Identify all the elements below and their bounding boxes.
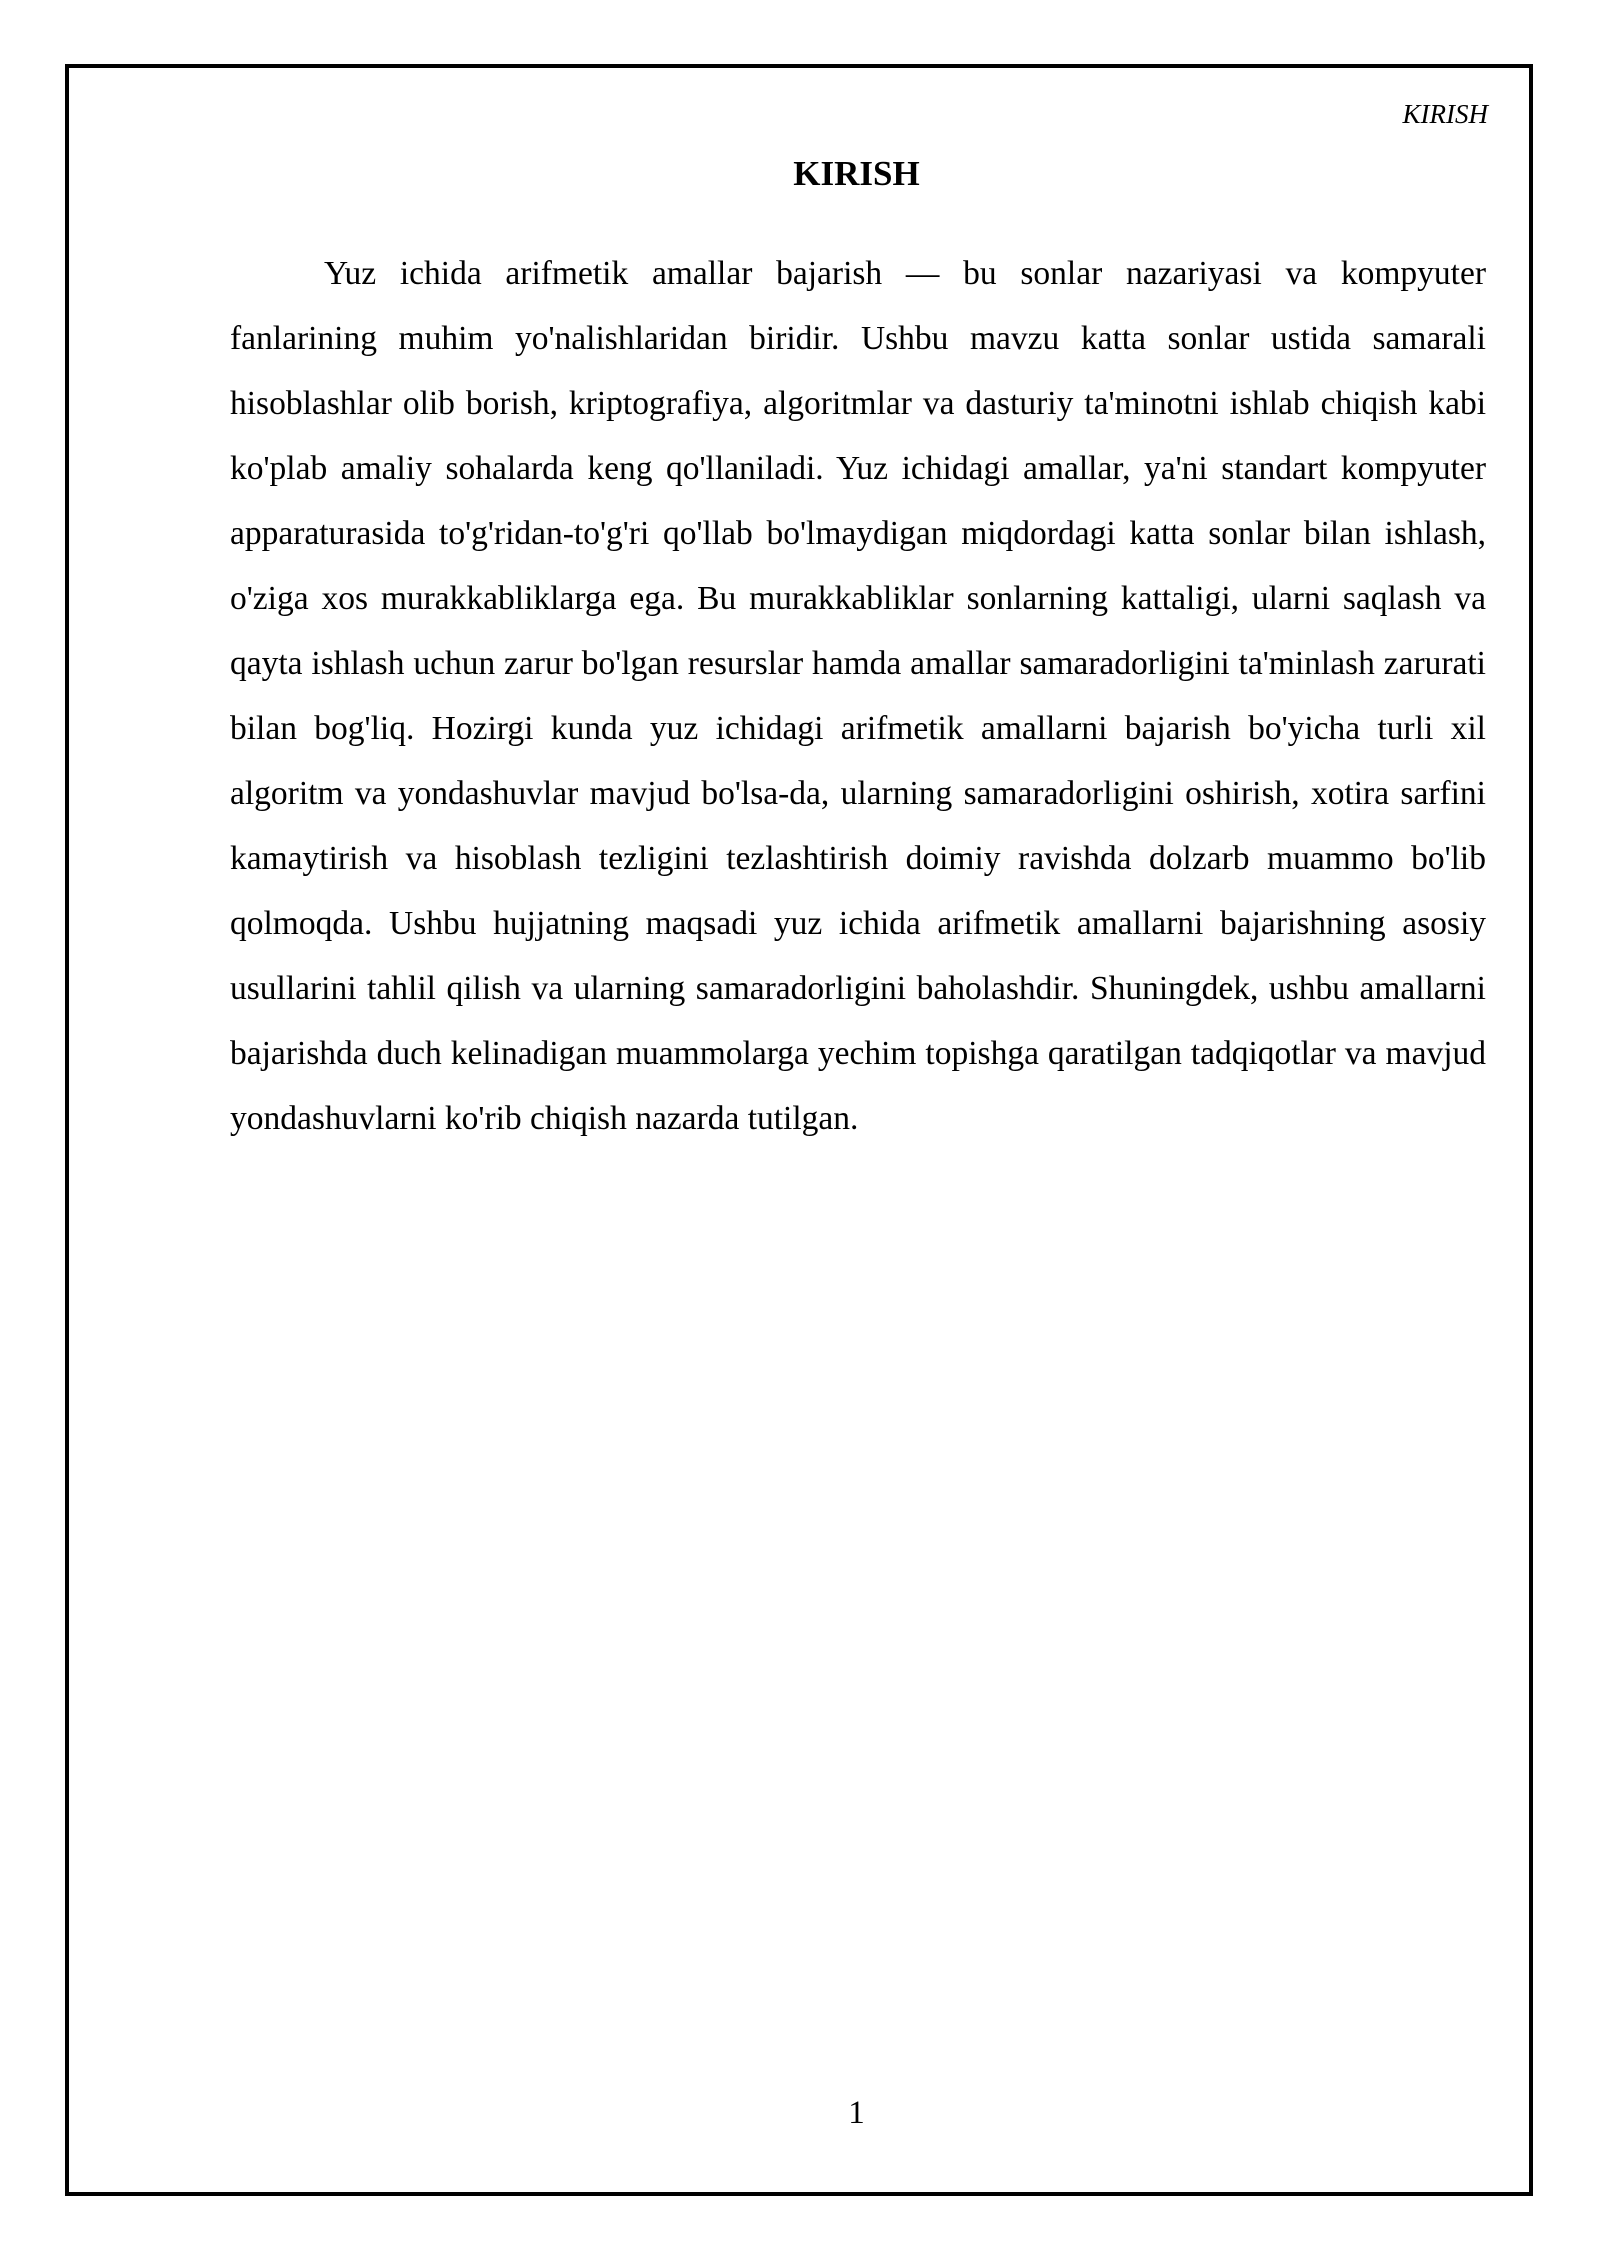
page-number: 1: [848, 2095, 865, 2131]
body-paragraph: Yuz ichida arifmetik amallar bajarish — bu sonlar nazariyasi va kompyuter fanlarining muhim yo'nalishlaridan biridir. Ushbu mavzu katta sonlar ustida samarali hisoblashlar olib borish, kriptografiya, algoritmlar va dasturiy ta'minotni ishlab chiqish kabi ko'plab amaliy sohalarda keng qo'llaniladi. Yuz ichidagi amallar, ya'ni standart kompyuter apparaturasida to'g'ridan-to'g'ri qo'llab bo'lmaydigan miqdordagi katta sonlar bilan ishlash, o'ziga xos murakkabliklarga ega. Bu murakkabliklar sonlarning kattaligi, ularni saqlash va qayta ishlash uchun zarur bo'lgan resurslar hamda amallar samaradorligini ta'minlash zarurati bilan bog'liq. Hozirgi kunda yuz ichidagi arifmetik amallarni bajarish bo'yicha turli xil algoritm va yondashuvlar mavjud bo'lsa-da, ularning samaradorligini oshirish, xotira sarfini kamaytirish va hisoblash tezligini tezlashtirish doimiy ravishda dolzarb muammo bo'lib qolmoqda. Ushbu hujjatning maqsadi yuz ichida arifmetik amallarni bajarishning asosiy usullarini tahlil qilish va ularning samaradorligini baholashdir. Shuningdek, ushbu amallarni bajarishda duch kelinadigan muammolarga yechim topishga qaratilgan tadqiqotlar va mavjud yondashuvlarni ko'rib chiqish nazarda tutilgan.: [230, 255, 1486, 1137]
running-header: KIRISH: [1402, 99, 1488, 129]
section-title: KIRISH: [793, 154, 920, 193]
